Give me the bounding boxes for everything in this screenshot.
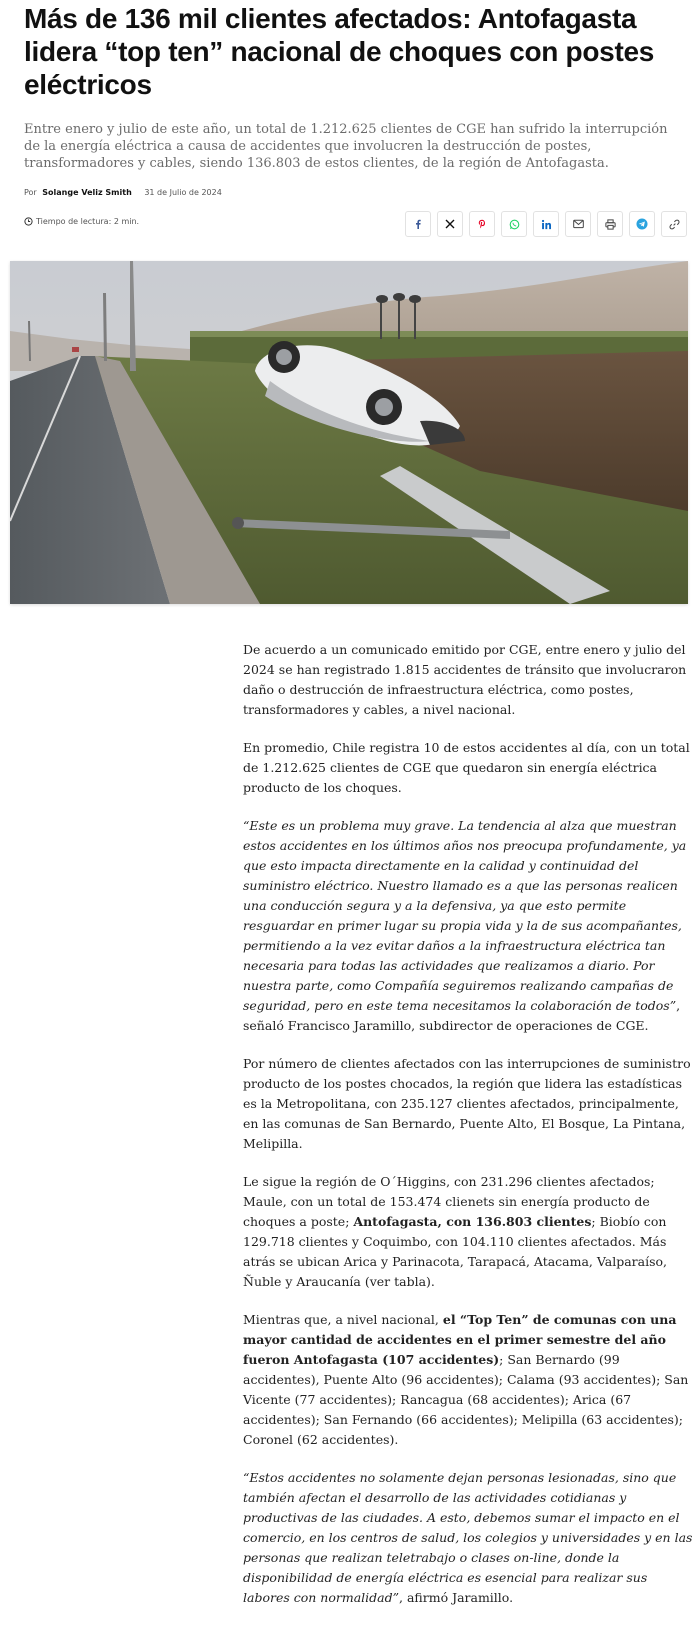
pinterest-icon — [477, 219, 487, 229]
print-button[interactable] — [597, 211, 623, 237]
telegram-icon — [636, 218, 648, 230]
hero-image — [10, 261, 688, 604]
p5-highlight: Antofagasta, con 136.803 clientes — [353, 1214, 592, 1229]
share-email-button[interactable] — [565, 211, 591, 237]
p6-highlight: el “Top Ten” de comunas con una mayor cantidad de accidentes en el primer semestre del año fueron Antofagasta (107 accidentes) — [243, 1312, 677, 1367]
paragraph-6 — [243, 1310, 693, 1450]
share-pinterest-button[interactable] — [469, 211, 495, 237]
reading-time — [24, 217, 139, 226]
p5-text-a: Le sigue la región de O´Higgins, con 231.296 clientes afectados; Maule, con un total de 153.474 clienets sin energía producto de choques a poste; — [243, 1174, 655, 1229]
share-x-button[interactable] — [437, 211, 463, 237]
quote-cge: “Este es un problema muy grave. La tendencia al alza que muestran estos accidentes en los últimos años nos preocupa profundamente, ya que esto impacta directamente en la calidad y continuidad del suministro eléctrico. Nuestro llamado es a que las personas realicen una conducción segura y a la defensiva, ya que esto permite resguardar en primer lugar su propia vida y la de sus acompañantes, permitiendo a la vez evitar daños a la infraestructura eléctrica tan necesaria para todas las actividades que realizamos a diario. Por nuestra parte, como Compañía seguiremos realizando campañas de seguridad, pero en este tema necesitamos la colaboración de todos” — [243, 818, 687, 1013]
paragraph-1: De acuerdo a un comunicado emitido por CGE, entre enero y julio del 2024 se han registrado 1.815 accidentes de tránsito que involucraron daño o destrucción de infraestructura eléctrica, como postes, transformadores y cables, a nivel nacional. — [243, 642, 687, 717]
email-icon — [573, 219, 584, 229]
facebook-icon — [413, 219, 423, 229]
author-link[interactable]: Solange Veliz Smith — [42, 188, 132, 197]
article-body — [243, 640, 693, 1626]
p6-text-b: ; San Bernardo (99 accidentes), Puente Alto (96 accidentes); Calama (93 accidentes); San Vicente (77 accidentes); Rancagua (68 accidentes); Arica (67 accidentes); San Fernando (66 accidentes); Melipilla (63 accidentes); Coronel (62 accidentes). — [243, 1352, 689, 1447]
quote-attribution-2: , afirmó Jaramillo. — [399, 1590, 514, 1605]
publish-date: 31 de Julio de 2024 — [144, 188, 222, 197]
article-headline: Más de 136 mil clientes afectados: Antofagasta lidera “top ten” nacional de choques con postes eléctricos — [24, 3, 655, 100]
byline-prefix: Por — [24, 188, 37, 197]
whatsapp-icon — [509, 219, 520, 230]
share-facebook-button[interactable] — [405, 211, 431, 237]
print-icon — [605, 219, 616, 230]
overturned-car-photo-icon — [10, 261, 688, 604]
share-bar — [405, 211, 687, 237]
quote-attribution: , señaló Francisco Jaramillo, subdirector de operaciones de CGE. — [243, 998, 681, 1033]
clock-icon — [24, 217, 33, 226]
x-icon — [445, 219, 455, 229]
paragraph-5 — [243, 1172, 693, 1292]
share-telegram-button[interactable] — [629, 211, 655, 237]
byline — [24, 188, 222, 197]
quote-jaramillo: “Estos accidentes no solamente dejan personas lesionadas, sino que también afectan el desarrollo de las actividades cotidianas y productivas de las ciudades. A esto, debemos sumar el impacto en el comercio, en los centros de salud, los colegios y universidades y en las personas que realizan teletrabajo o clases on-line, donde la disponibilidad de energía eléctrica es esencial para realizar sus labores con normalidad” — [243, 1470, 693, 1605]
share-whatsapp-button[interactable] — [501, 211, 527, 237]
paragraph-3 — [243, 816, 693, 1036]
share-linkedin-button[interactable] — [533, 211, 559, 237]
p6-text-a: Mientras que, a nivel nacional, — [243, 1312, 443, 1327]
paragraph-7 — [243, 1468, 693, 1608]
copy-link-button[interactable] — [661, 211, 687, 237]
p5-text-b: ; Biobío con 129.718 clientes y Coquimbo, con 104.110 clientes afectados. Más atrás se ubican Arica y Parinacota, Tarapacá, Atacama, Valparaíso, Ñuble y Araucanía (ver tabla). — [243, 1214, 668, 1289]
linkedin-icon — [541, 219, 552, 230]
reading-time-label: Tiempo de lectura: 2 min. — [36, 217, 140, 226]
paragraph-2: En promedio, Chile registra 10 de estos accidentes al día, con un total de 1.212.625 clientes de CGE que quedaron sin energía eléctrica producto de los choques. — [243, 740, 690, 795]
copy-link-icon — [669, 219, 680, 230]
article-dek: Entre enero y julio de este año, un total de 1.212.625 clientes de CGE han sufrido la interrupción de la energía eléctrica a causa de accidentes que involucren la destrucción de postes, transformadores y cables, siendo 136.803 de estos clientes, de la región de Antofagasta. — [24, 122, 668, 171]
paragraph-4: Por número de clientes afectados con las interrupciones de suministro producto de los postes chocados, la región que lidera las estadísticas es la Metropolitana, con 235.127 clientes afectados, principalmente, en las comunas de San Bernardo, Puente Alto, El Bosque, La Pintana, Melipilla. — [243, 1056, 691, 1151]
